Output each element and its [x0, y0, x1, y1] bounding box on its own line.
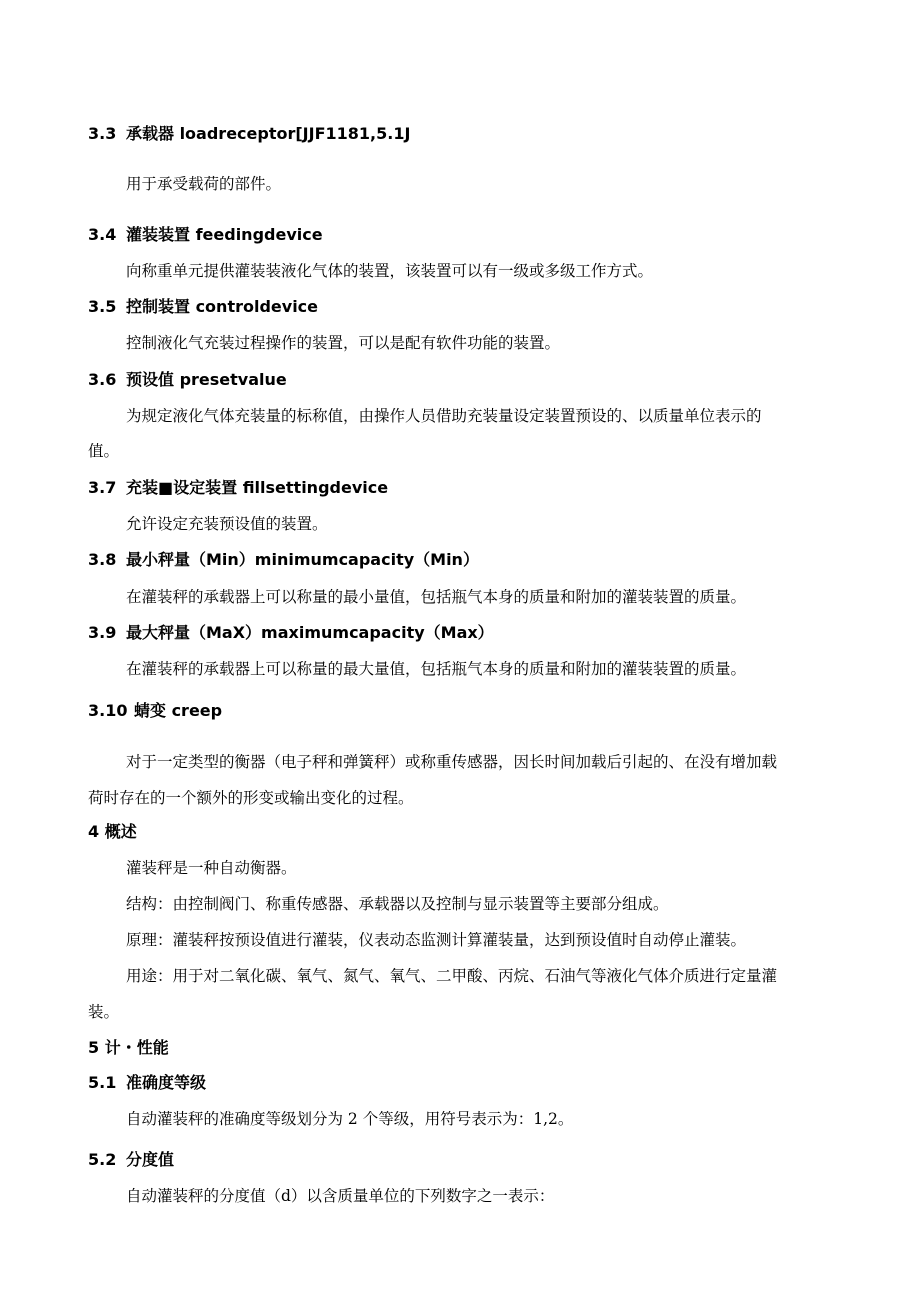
heading-title: 分度值	[126, 1150, 175, 1169]
paragraph: 控制液化气充装过程操作的装置，可以是配有软件功能的装置。	[126, 334, 561, 352]
heading-3-5	[88, 297, 318, 317]
heading-number: 3.4	[88, 225, 117, 244]
paragraph: 用于承受载荷的部件。	[126, 175, 282, 193]
heading-4: 4 概述	[88, 822, 137, 841]
heading-number: 3.3	[88, 124, 117, 143]
heading-number: 3.10	[88, 701, 128, 720]
paragraph: 在灌装秤的承载器上可以称量的最小量值，包括瓶气本身的质量和附加的灌装装置的质量。	[126, 588, 747, 606]
paragraph: 为规定液化气体充装量的标称值，由操作人员借助充装量设定装置预设的、以质量单位表示的	[126, 407, 762, 425]
paragraph: 在灌装秤的承载器上可以称量的最大量值，包括瓶气本身的质量和附加的灌装装置的质量。	[126, 660, 747, 678]
heading-3-8	[88, 550, 479, 570]
paragraph: 向称重单元提供灌装装液化气体的装置，该装置可以有一级或多级工作方式。	[126, 262, 654, 280]
heading-title: 充装■设定装置 fillsettingdevice	[126, 478, 389, 497]
heading-3-7	[88, 478, 388, 498]
heading-title: 准确度等级	[126, 1073, 207, 1092]
heading-number: 3.5	[88, 297, 117, 316]
heading-number: 3.7	[88, 478, 117, 497]
heading-3-9	[88, 623, 494, 643]
heading-3-3	[88, 124, 410, 144]
paragraph: 自动灌装秤的准确度等级划分为 2 个等级，用符号表示为：1,2。	[126, 1110, 574, 1128]
heading-number: 3.8	[88, 550, 117, 569]
heading-5-1	[88, 1073, 206, 1093]
paragraph: 允许设定充装预设值的装置。	[126, 515, 328, 533]
paragraph: 用途：用于对二氧化碳、氧气、氮气、氧气、二甲酸、丙烷、石油气等液化气体介质进行定量灌	[126, 967, 778, 985]
heading-title: 最大秤量（MaX）maximumcapacity（Max）	[126, 623, 494, 642]
heading-5-2	[88, 1150, 174, 1170]
heading-title: 控制装置 controldevice	[126, 297, 319, 316]
paragraph-continuation: 装。	[88, 1003, 120, 1021]
heading-title: 预设值 presetvalue	[126, 370, 287, 389]
paragraph: 结构：由控制阀门、称重传感器、承载器以及控制与显示装置等主要部分组成。	[126, 895, 669, 913]
heading-number: 5.1	[88, 1073, 117, 1092]
heading-title: 蜻变 creep	[134, 701, 223, 720]
paragraph: 原理：灌装秤按预设值进行灌装，仪表动态监测计算灌装量，达到预设值时自动停止灌装。	[126, 931, 747, 949]
paragraph-continuation: 值。	[88, 442, 120, 460]
heading-number: 5.2	[88, 1150, 117, 1169]
heading-number: 3.9	[88, 623, 117, 642]
paragraph: 自动灌装秤的分度值（d）以含质量单位的下列数字之一表示：	[126, 1187, 555, 1205]
heading-3-6	[88, 370, 287, 390]
paragraph: 对于一定类型的衡器（电子秤和弹簧秤）或称重传感器，因长时间加载后引起的、在没有增加载	[126, 753, 778, 771]
heading-title: 承载器 loadreceptor[JJF1181,5.1J	[126, 124, 411, 143]
heading-3-4	[88, 225, 323, 245]
heading-3-10	[88, 701, 222, 721]
heading-5: 5 计・性能	[88, 1038, 169, 1057]
paragraph-continuation: 荷时存在的一个额外的形变或输出变化的过程。	[88, 789, 414, 807]
heading-number: 3.6	[88, 370, 117, 389]
heading-title: 灌装装置 feedingdevice	[126, 225, 323, 244]
heading-title: 最小秤量（Min）minimumcapacity（Min）	[126, 550, 479, 569]
paragraph: 灌装秤是一种自动衡器。	[126, 859, 297, 877]
